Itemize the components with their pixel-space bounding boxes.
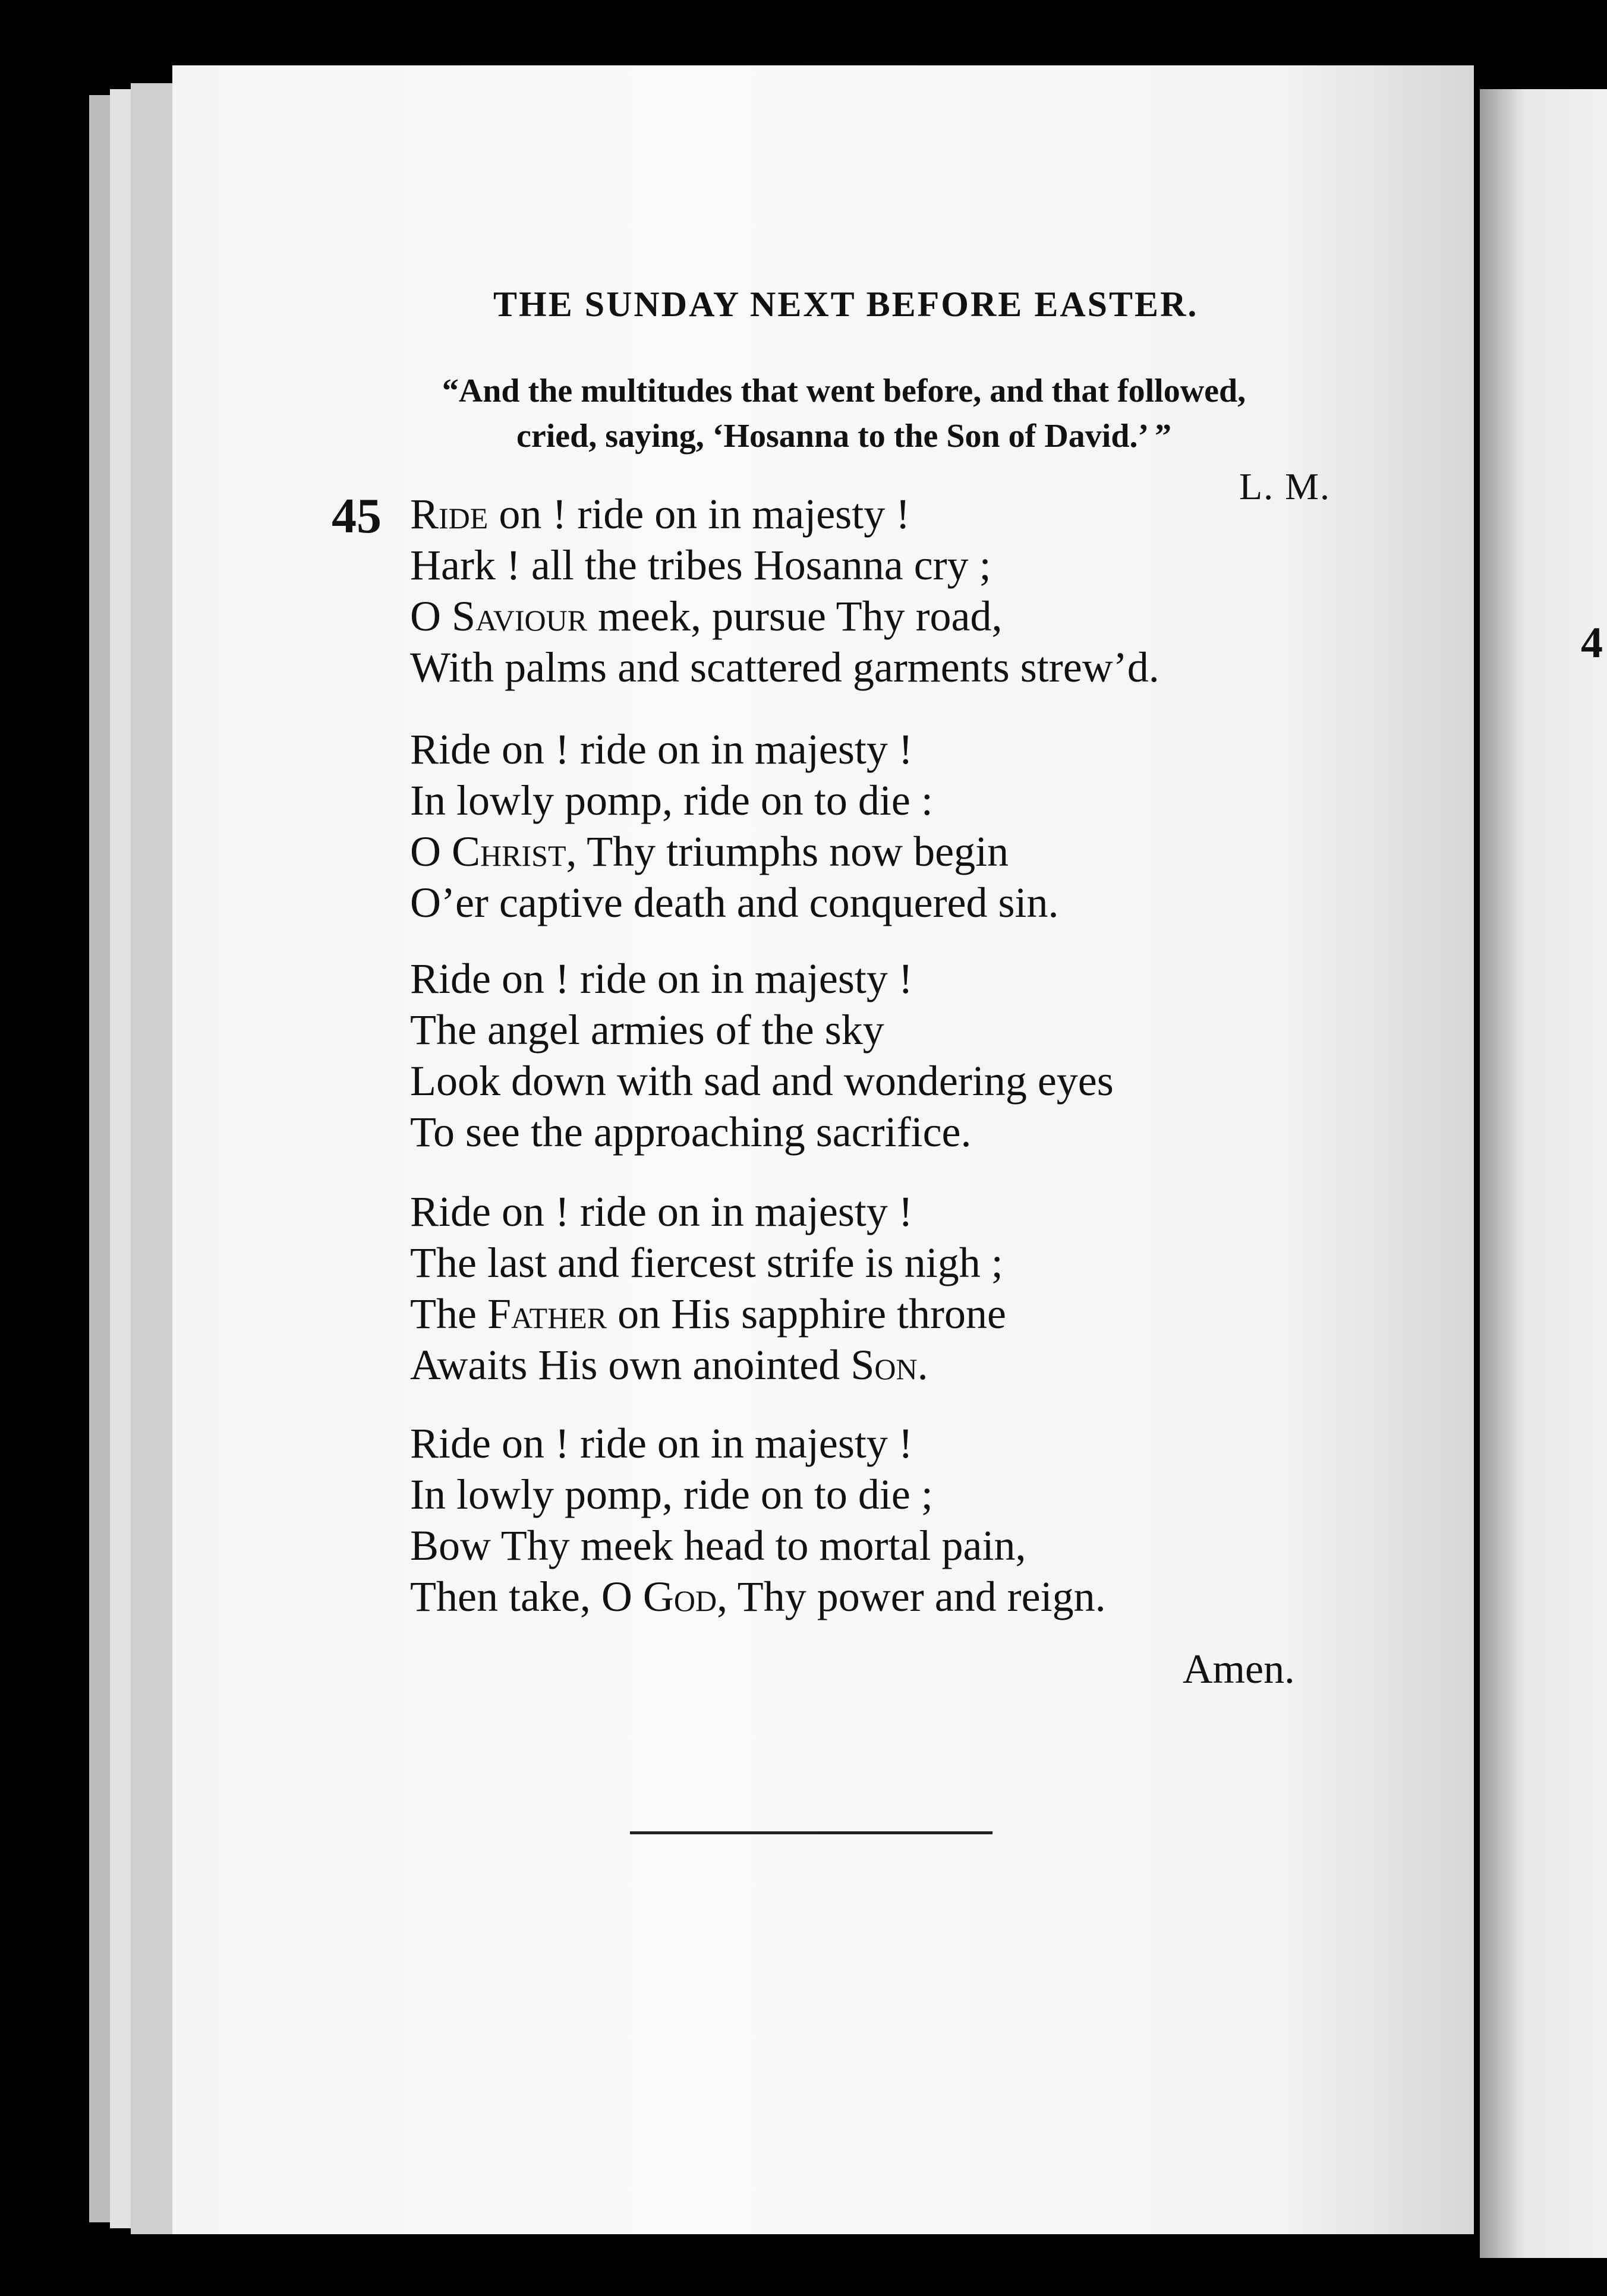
small-caps-word: Son	[850, 1341, 918, 1389]
verse-text: O	[410, 828, 452, 875]
verse-line	[410, 1571, 1361, 1622]
verse-text: , Thy power and reign.	[717, 1573, 1106, 1620]
verse-text: O’er captive death and conquered sin.	[410, 879, 1059, 926]
stanza	[410, 724, 1361, 928]
verse-line	[410, 775, 1361, 826]
verse-text: In lowly pomp, ride on to die :	[410, 777, 933, 824]
hymn-number: 45	[332, 488, 382, 544]
verse-line	[410, 591, 1361, 642]
verse-text: In lowly pomp, ride on to die ;	[410, 1471, 933, 1518]
verse-line	[410, 1004, 1361, 1055]
small-caps-word: Christ	[452, 828, 566, 875]
verse-line	[410, 1237, 1361, 1288]
verse-text: Ride on ! ride on in majesty !	[410, 726, 913, 773]
verse-line	[410, 953, 1361, 1004]
stanza	[410, 953, 1361, 1158]
verse-line	[410, 1186, 1361, 1237]
verse-text: R	[410, 490, 439, 538]
verse-text: .	[917, 1341, 928, 1389]
verse-text: Bow Thy meek head to mortal pain,	[410, 1522, 1026, 1569]
verse-text: Look down with sad and wondering eyes	[410, 1057, 1114, 1105]
closing-rule	[630, 1831, 992, 1834]
stanza	[410, 488, 1361, 693]
verse-text: Ride on ! ride on in majesty !	[410, 1420, 913, 1467]
epigraph-line: cried, saying, ‘Hosanna to the Son of David.’ ”	[516, 418, 1171, 455]
amen: Amen.	[1183, 1647, 1295, 1692]
verse-text: on ! ride on in majesty !	[488, 490, 910, 538]
small-caps-word: ide	[439, 490, 489, 538]
verse-text: O	[410, 592, 452, 640]
stanza	[410, 1418, 1361, 1622]
epigraph	[357, 368, 1331, 459]
facing-page-edge	[1480, 89, 1607, 2258]
verse-text: Awaits His own anointed	[410, 1341, 851, 1389]
verse-line	[410, 1055, 1361, 1106]
verse-line	[410, 1469, 1361, 1520]
verse-line	[410, 724, 1361, 775]
verse-text: Ride on ! ride on in majesty !	[410, 1188, 913, 1235]
verse-line	[410, 540, 1361, 591]
stanza	[410, 1186, 1361, 1390]
verse-line	[410, 1106, 1361, 1158]
running-head: THE SUNDAY NEXT BEFORE EASTER.	[493, 285, 1199, 324]
small-caps-word: Father	[487, 1290, 607, 1338]
verse-line	[410, 488, 1361, 540]
verse-text: Ride on ! ride on in majesty !	[410, 955, 913, 1002]
epigraph-line: “And the multitudes that went before, and that followed,	[442, 373, 1246, 409]
verse-line	[410, 1288, 1361, 1339]
verse-text: With palms and scattered garments strew’d.	[410, 644, 1159, 691]
small-caps-word: Saviour	[452, 592, 588, 640]
verse-line	[410, 877, 1361, 928]
verse-line	[410, 1520, 1361, 1571]
meter-label: L. M.	[1239, 465, 1331, 507]
verse-text: , Thy triumphs now begin	[566, 828, 1009, 875]
verse-line	[410, 1418, 1361, 1469]
verse-text: on His sapphire throne	[607, 1290, 1006, 1338]
verse-text: The	[410, 1290, 487, 1338]
verse-line	[410, 1339, 1361, 1390]
facing-page-number: 4	[1581, 619, 1603, 667]
verse-text: meek, pursue Thy road,	[587, 592, 1003, 640]
verse-text: To see the approaching sacrifice.	[410, 1108, 972, 1156]
verse-line	[410, 826, 1361, 877]
verse-line	[410, 642, 1361, 693]
verse-text: Then take, O	[410, 1573, 643, 1620]
small-caps-word: God	[642, 1573, 717, 1620]
verse-text: The angel armies of the sky	[410, 1006, 884, 1054]
verse-text: The last and fiercest strife is nigh ;	[410, 1239, 1003, 1286]
verse-text: Hark ! all the tribes Hosanna cry ;	[410, 541, 991, 589]
